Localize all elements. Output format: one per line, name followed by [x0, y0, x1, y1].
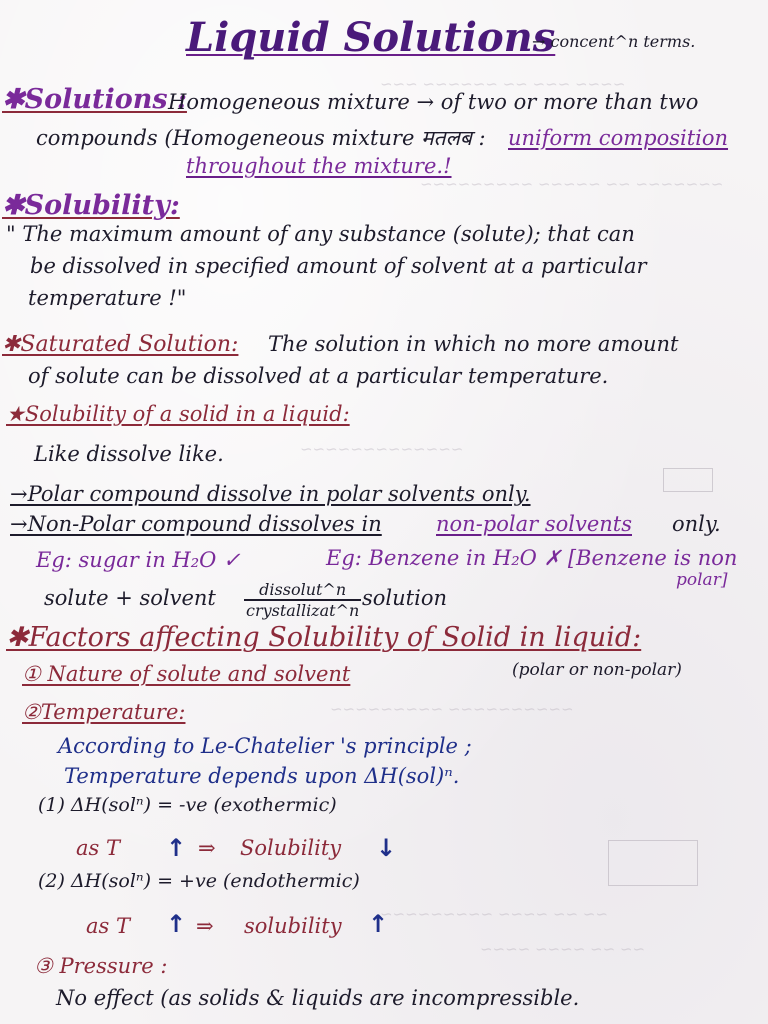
bleed-through-box — [663, 468, 713, 492]
endo-solubility: solubility — [244, 914, 342, 938]
bleed-through-text: ~~~~ ~~~ ~~ ~~~~~~ ~~~ — [380, 75, 626, 93]
bleed-through-text: ~~~~~~~~~~ ~~~~~~~~~ — [330, 700, 574, 718]
solutions-definition-line2: compounds (Homogeneous mixture मतलब : — [36, 126, 486, 150]
endo-as-t: as T — [86, 914, 130, 938]
pressure-explanation: No effect (as solids & liquids are incompressible. — [56, 986, 580, 1010]
arrow-down-icon: ↓ — [376, 834, 397, 862]
nonpolar-solvents-text: non-polar solvents — [436, 512, 632, 536]
exo-solubility: Solubility — [240, 836, 342, 860]
bleed-through-box — [608, 840, 698, 886]
page-title: Liquid Solutions — [186, 14, 556, 61]
like-dissolve-like: Like dissolve like. — [34, 442, 224, 466]
endo-implies: ⇒ — [196, 914, 214, 938]
bleed-through-text: ~~~~~~~~~~~~~ — [300, 440, 464, 458]
example-sugar: Eg: sugar in H₂O ✓ — [36, 548, 241, 572]
solutions-heading: ✱Solutions : — [2, 84, 187, 115]
nonpolar-only-text: only. — [672, 512, 721, 536]
temperature-dependence: Temperature depends upon ΔH(sol)ⁿ. — [64, 764, 460, 788]
nonpolar-rule: →Non-Polar compound dissolves in — [10, 512, 382, 536]
factor-pressure: ③ Pressure : — [34, 954, 168, 978]
solubility-definition-line3: temperature !" — [28, 286, 187, 310]
equilibrium-arrow-label — [244, 580, 361, 620]
equation-left: solute + solvent — [44, 586, 216, 610]
bleed-through-text: ~~ ~~ ~~~~ ~~~~~~~~~ — [380, 905, 608, 923]
arrow-up-icon: ↑ — [368, 910, 389, 938]
saturated-definition-line1: The solution in which no more amount — [268, 332, 679, 356]
equation-right: solution — [362, 586, 447, 610]
solutions-definition-line1: Homogeneous mixture → of two or more than two — [168, 90, 699, 114]
uniform-composition-text: uniform composition — [508, 126, 729, 150]
solid-in-liquid-heading: ★Solubility of a solid in a liquid: — [6, 402, 350, 426]
factor-temperature: ②Temperature: — [22, 700, 186, 724]
arrow-up-icon: ↑ — [166, 910, 187, 938]
dissolution-label: dissolut^n — [244, 580, 361, 601]
title-note: → concent^n terms. — [532, 32, 696, 51]
exo-implies: ⇒ — [198, 836, 216, 860]
saturated-definition-line2: of solute can be dissolved at a particular temperature. — [28, 364, 609, 388]
solubility-definition-line1: " The maximum amount of any substance (solute); that can — [6, 222, 635, 246]
case-exothermic: (1) ΔH(solⁿ) = -ve (exothermic) — [38, 794, 337, 816]
polar-rule: →Polar compound dissolve in polar solvents only. — [10, 482, 531, 506]
lechatelier-principle: According to Le-Chatelier 's principle ; — [58, 734, 472, 758]
bleed-through-text: ~~~~~~~ ~~ ~~~~~ ~~~~~~~~~ — [420, 175, 724, 193]
example-benzene: Eg: Benzene in H₂O ✗ [Benzene is non — [326, 546, 738, 570]
crystallization-label: crystallizat^n — [246, 601, 360, 620]
solubility-heading: ✱Solubility: — [2, 190, 180, 221]
factor-nature: ① Nature of solute and solvent — [22, 662, 351, 686]
factors-heading: ✱Factors affecting Solubility of Solid in liquid: — [6, 622, 642, 653]
exo-as-t: as T — [76, 836, 120, 860]
case-endothermic: (2) ΔH(solⁿ) = +ve (endothermic) — [38, 870, 360, 892]
bleed-through-text: ~~ ~~ ~~~~ ~~~~ — [480, 940, 646, 958]
solubility-definition-line2: be dissolved in specified amount of solvent at a particular — [30, 254, 647, 278]
saturated-heading: ✱Saturated Solution: — [2, 332, 239, 357]
arrow-up-icon: ↑ — [166, 834, 187, 862]
factor-nature-note: (polar or non-polar) — [512, 660, 682, 680]
solutions-definition-line3: throughout the mixture.! — [186, 154, 452, 178]
example-benzene-cont: polar] — [676, 570, 728, 590]
